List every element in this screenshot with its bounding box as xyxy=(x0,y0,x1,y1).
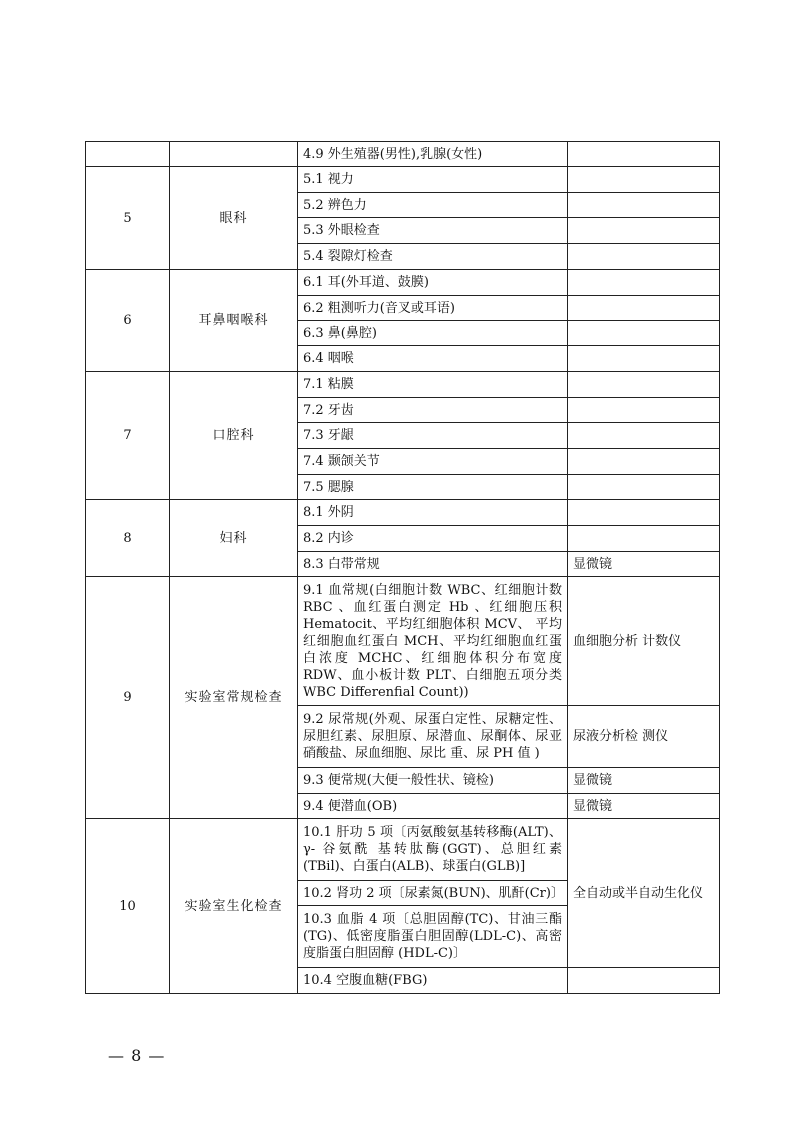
exam-item: 7.2 牙齿 xyxy=(298,398,568,423)
table-row xyxy=(86,819,720,881)
equipment-cell: 显微镜 xyxy=(568,768,720,794)
exam-item: 9.4 便潜血(OB) xyxy=(298,794,568,819)
table-row xyxy=(86,142,720,167)
equipment-cell xyxy=(568,142,720,167)
equipment-cell xyxy=(568,372,720,398)
equipment-cell xyxy=(568,218,720,244)
exam-item: 5.2 辨色力 xyxy=(298,193,568,218)
equipment-cell: 显微镜 xyxy=(568,794,720,819)
department-stomatology: 口腔科 xyxy=(170,372,298,500)
exam-item: 6.4 咽喉 xyxy=(298,346,568,372)
exam-item-blood-lipids: 10.3 血脂 4 项〔总胆固醇(TC)、甘油三酯(TG)、低密度脂蛋白胆固醇(LDL-C)、高密度脂蛋白胆固醇 (HDL-C)〕 xyxy=(298,906,568,968)
exam-item: 7.4 颞颌关节 xyxy=(298,449,568,475)
exam-item: 5.3 外眼检查 xyxy=(298,218,568,244)
exam-item: 6.3 鼻(鼻腔) xyxy=(298,321,568,346)
department-cell xyxy=(170,142,298,167)
equipment-cell: 血细胞分析 计数仪 xyxy=(568,577,720,706)
exam-item: 5.4 裂隙灯检查 xyxy=(298,244,568,270)
equipment-cell: 显微镜 xyxy=(568,552,720,577)
exam-item: 8.1 外阴 xyxy=(298,500,568,526)
exam-item-urine-routine: 9.2 尿常规(外观、尿蛋白定性、尿糖定性、尿胆红素、尿胆原、尿潜血、尿酮体、尿亚硝酸盐、尿血细胞、尿比 重、尿 PH 值 ) xyxy=(298,706,568,768)
exam-item-4-9: 4.9 外生殖器(男性),乳腺(女性) xyxy=(298,142,568,167)
equipment-cell: 全自动或半自动生化仪 xyxy=(568,819,720,968)
table-row xyxy=(86,270,720,296)
section-number-5: 5 xyxy=(86,167,170,270)
exam-item: 6.2 粗测听力(音叉或耳语) xyxy=(298,296,568,321)
equipment-cell xyxy=(568,526,720,552)
equipment-cell xyxy=(568,449,720,475)
equipment-cell xyxy=(568,244,720,270)
table-row xyxy=(86,577,720,706)
department-biochem-lab: 实验室生化检查 xyxy=(170,819,298,994)
exam-item: 7.1 粘膜 xyxy=(298,372,568,398)
table-row xyxy=(86,167,720,193)
equipment-cell xyxy=(568,167,720,193)
exam-item: 7.3 牙龈 xyxy=(298,423,568,449)
equipment-cell: 尿液分析检 测仪 xyxy=(568,706,720,768)
equipment-cell xyxy=(568,500,720,526)
exam-item-blood-routine: 9.1 血常规(白细胞计数 WBC、红细胞计数 RBC 、血红蛋白测定 Hb 、红细胞压积 Hematocit、平均红细胞体积 MCV、 平均红细胞血红蛋白 MCH、平均红细胞血红蛋白浓度 MCHC、红细胞体积分布宽度 RDW、血小板计数 PLT、白细胞五项分类 WBC Differenfial Count)) xyxy=(298,577,568,706)
table-row xyxy=(86,372,720,398)
exam-item: 6.1 耳(外耳道、鼓膜) xyxy=(298,270,568,296)
department-gynecology: 妇科 xyxy=(170,500,298,577)
exam-items-table xyxy=(85,141,720,994)
department-ent: 耳鼻咽喉科 xyxy=(170,270,298,372)
department-routine-lab: 实验室常规检查 xyxy=(170,577,298,819)
section-number-8: 8 xyxy=(86,500,170,577)
equipment-cell xyxy=(568,193,720,218)
section-number-10: 10 xyxy=(86,819,170,994)
equipment-cell xyxy=(568,475,720,500)
section-number-cell xyxy=(86,142,170,167)
equipment-cell xyxy=(568,270,720,296)
exam-item: 8.2 内诊 xyxy=(298,526,568,552)
section-number-7: 7 xyxy=(86,372,170,500)
exam-item: 8.3 白带常规 xyxy=(298,552,568,577)
exam-item-kidney-function: 10.2 肾功 2 项〔尿素氮(BUN)、肌酐(Cr)〕 xyxy=(298,881,568,906)
section-number-6: 6 xyxy=(86,270,170,372)
equipment-cell xyxy=(568,968,720,994)
equipment-cell xyxy=(568,423,720,449)
exam-item-fasting-glucose: 10.4 空腹血糖(FBG) xyxy=(298,968,568,994)
exam-item-liver-function: 10.1 肝功 5 项〔丙氨酸氨基转移酶(ALT)、γ- 谷氨酰 基转肽酶(GGT)、总胆红素(TBil)、白蛋白(ALB)、球蛋白(GLB)] xyxy=(298,819,568,881)
equipment-cell xyxy=(568,296,720,321)
equipment-cell xyxy=(568,398,720,423)
page-number: — 8 — xyxy=(108,1046,166,1065)
exam-item: 5.1 视力 xyxy=(298,167,568,193)
department-ophthalmology: 眼科 xyxy=(170,167,298,270)
exam-item: 7.5 腮腺 xyxy=(298,475,568,500)
exam-item: 9.3 便常规(大便一般性状、镜检) xyxy=(298,768,568,794)
equipment-cell xyxy=(568,321,720,346)
equipment-cell xyxy=(568,346,720,372)
section-number-9: 9 xyxy=(86,577,170,819)
table-row xyxy=(86,500,720,526)
